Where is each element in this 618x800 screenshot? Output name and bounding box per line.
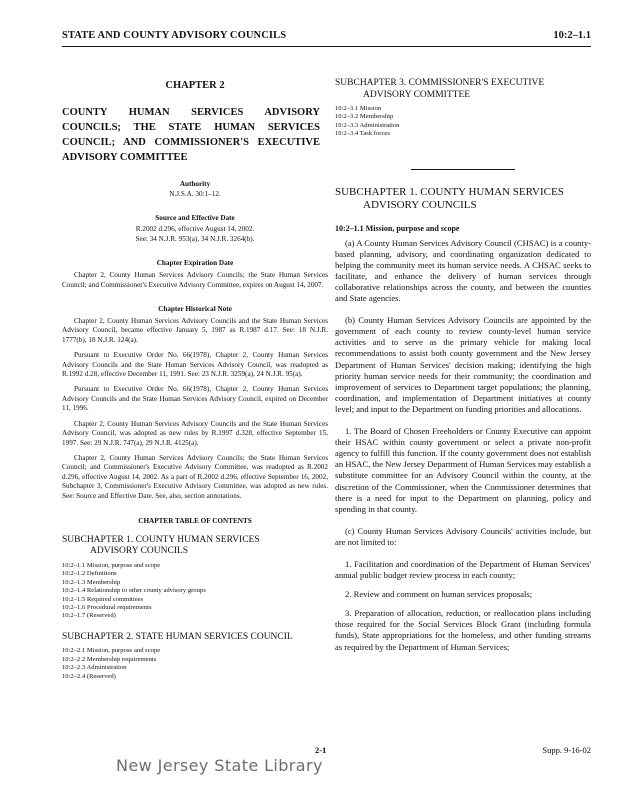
toc-subchapter-3-line2: ADVISORY COMMITTEE: [363, 89, 471, 100]
toc-subchapter-1-line2: ADVISORY COUNCILS: [90, 546, 189, 557]
toc-item: 10:2–1.7 (Reserved): [62, 612, 116, 620]
toc-item: 10:2–1.1 Mission, purpose and scope: [62, 561, 161, 569]
toc-item: 10:2–1.6 Procedural requirements: [62, 603, 152, 611]
history-label: Chapter Historical Note: [158, 305, 232, 314]
authority-label: Authority: [179, 180, 211, 188]
toc-subchapter-3-line1: SUBCHAPTER 3. COMMISSIONER'S EXECUTIVE: [335, 78, 545, 88]
toc-item: 10:2–1.3 Membership: [62, 578, 121, 586]
toc-subchapter-1-line1: SUBCHAPTER 1. COUNTY HUMAN SERVICES: [62, 534, 260, 545]
toc-label: CHAPTER TABLE OF CONTENTS: [138, 516, 252, 525]
right-column: [335, 56, 591, 653]
chapter-label: CHAPTER 2: [165, 80, 225, 91]
toc-item: 10:2–1.4 Relationship to other county advisory groups: [62, 587, 206, 595]
subchapter-1-heading: [335, 186, 591, 212]
toc-item: 10:2–2.3 Administration: [62, 664, 127, 672]
library-watermark: New Jersey State Library: [116, 756, 323, 775]
toc-subchapter-3-list: [335, 105, 591, 139]
header-title: STATE AND COUNTY ADVISORY COUNCILS: [62, 30, 287, 41]
toc-item: 10:2–3.1 Mission: [335, 105, 382, 112]
toc-item: 10:2–1.2 Definitions: [62, 570, 117, 578]
toc-subchapter-2-heading: SUBCHAPTER 2. STATE HUMAN SERVICES COUNCIL: [62, 631, 293, 642]
toc-item: 10:2–2.2 Membership requirements: [62, 655, 157, 663]
chapter-title: COUNTY HUMAN SERVICES ADVISORY COUNCILS; THE STATE HUMAN SERVICES COUNCIL; AND COMMISSIONER'S EXECUTIVE ADVISORY COMMITTEE: [62, 107, 320, 163]
toc-item: 10:2–3.4 Task forces: [335, 130, 390, 138]
toc-item: 10:2–1.5 Required committees: [62, 595, 144, 603]
history-paragraph: Pursuant to Executive Order No. 66(1978), Chapter 2, County Human Services Advisory Councils and the State Human Services Advisory Council, was readopted as R.1992 d.28, effective December 11, 1991. See: 23 N.J.R. 3259(a), 24 N.J.R. 95(a).: [62, 351, 328, 379]
history-paragraph: Pursuant to Executive Order No. 66(1978), Chapter 2, County Human Services Advisory Councils and the State Human Services Advisory Council, expired on December 11, 1996.: [62, 385, 328, 413]
body-paragraph: 3. Preparation of allocation, reduction, or reallocation plans including those required for the Social Services Block Grant (including formula funds), State appropriations for the homeless, and other funding streams as required by the Department of Human Services;: [335, 608, 591, 652]
history-paragraph: Chapter 2, County Human Services Advisory Councils and the State Human Services Advisory Council, was adopted as new rules by R.1997 d.328, effective September 15, 1997. See: 29 N.J.R. 747(a), 29 N.J.R. 4125(a).: [62, 419, 328, 447]
subchapter-1-line1: SUBCHAPTER 1. COUNTY HUMAN SERVICES: [335, 185, 564, 198]
running-header: [62, 30, 591, 44]
subchapter-1-line2: ADVISORY COUNCILS: [363, 198, 477, 211]
expiration-label: Chapter Expiration Date: [156, 259, 234, 268]
source-label: Source and Effective Date: [155, 214, 235, 223]
page-number: 2-1: [315, 745, 327, 755]
toc-item: 10:2–3.3 Administration: [335, 121, 400, 129]
left-column: [62, 56, 328, 681]
header-rule: [62, 46, 591, 47]
toc-item: 10:2–3.2 Membership: [335, 113, 394, 121]
toc-subchapter-1-heading: [62, 535, 328, 558]
body-paragraph: (c) County Human Services Advisory Councils' activities include, but are not limited to:: [335, 525, 591, 547]
source-text-2: See: 34 N.J.R. 953(a), 34 N.J.R. 3264(b).: [135, 234, 255, 243]
history-paragraph: Chapter 2, County Human Services Advisory Councils and the State Human Services Advisory Council, became effective January 5, 1987 as R.1987 d.17. See: 18 N.J.R. 1777(b), 18 N.J.R. 124(a).: [62, 317, 328, 344]
section-title: 10:2–1.1 Mission, purpose and scope: [335, 223, 460, 233]
toc-item: 10:2–2.4 (Reserved): [62, 672, 116, 680]
body-paragraph: 1. The Board of Chosen Freeholders or County Executive can appoint their HSAC within county government or select a private non-profit agency to fulfill this function. If the county government does not establish an HSAC, the New Jersey Department of Human Services may establish a substitute committee for an Advisory Council within the county, at the discretion of the Commissioner, when the Commissioner determines that there is a need for input to the Department on planning, policy and spending in that county.: [335, 426, 591, 514]
authority-text: N.J.S.A. 30:1–12.: [169, 190, 221, 198]
history-paragraph: Chapter 2, County Human Services Advisory Councils; the State Human Services Council; and Commissioner's Executive Advisory Committee, was readopted as R.2002 d.296, effective August 14, 2002. As a part of R.2002 d.296, effective September 16, 2002, Subchapter 3, Commissioner's Executive Advisory Committee, was adopted as new rules. See: Source and Effective Date. See, also, section annotations.: [62, 453, 328, 500]
toc-item: 10:2–2.1 Mission, purpose and scope: [62, 647, 161, 655]
source-text-1: R.2002 d.296, effective August 14, 2002.: [135, 225, 255, 234]
toc-subchapter-3-heading: [335, 78, 591, 101]
toc-subchapter-2-list: [62, 647, 328, 681]
header-section-number: 10:2–1.1: [553, 30, 591, 41]
expiration-text: Chapter 2, County Human Services Advisory Councils; the State Human Services Council; and Commissioner's Executive Advisory Committee, expires on August 14, 2007.: [62, 271, 328, 289]
body-paragraph: (b) County Human Services Advisory Councils are appointed by the government of each county to review county-level human service activities and to serve as the primary vehicle for making local recommendations to assist both county government and the New Jersey Department of Human Services' decision making; identifying the high priority human service needs for their community; the coordination and improvement of services to Department target populations; the planning, coordination, and implementation of Department initiatives at county level; and input to the Department on funding priorities and allocations.: [335, 315, 591, 414]
toc-subchapter-1-list: [62, 562, 328, 621]
body-paragraph: 2. Review and comment on human services proposals;: [345, 589, 533, 600]
section-divider: [411, 169, 515, 170]
body-paragraph: 1. Facilitation and coordination of the Department of Human Services' annual public budget review process in each county;: [335, 558, 591, 581]
body-paragraph: (a) A County Human Services Advisory Council (CHSAC) is a county-based planning, advisory, and coordinating organization dedicated to helping the community meet its human service needs. A CHSAC seeks to facilitate, and enhance the delivery of human services through collaborative relationships across the county, and between the counties and State agencies.: [335, 237, 591, 304]
supplement-date: Supp. 9-16-02: [542, 745, 591, 755]
